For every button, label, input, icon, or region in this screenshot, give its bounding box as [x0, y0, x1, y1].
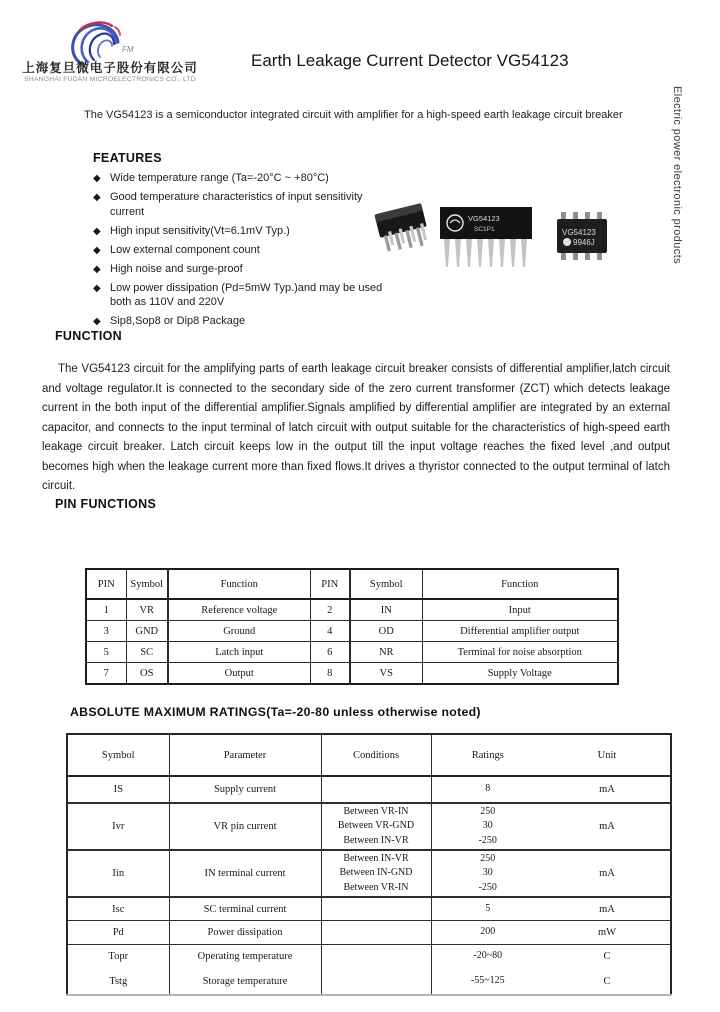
diamond-bullet-icon: ◆ [93, 263, 101, 275]
ratings-row [67, 921, 671, 945]
sop-marking-line1: VG54123 [562, 228, 596, 237]
pin-table-row [86, 621, 618, 642]
ratings-header-row [67, 734, 671, 776]
conditions-cell [321, 776, 431, 803]
company-name-en: SHANGHAI FUDAN MICROELECTRONICS CO., LTD [24, 76, 196, 83]
ratings-header-cell: Ratings [431, 734, 544, 776]
pin-cell: NR [350, 642, 422, 663]
ratings-row [67, 968, 671, 995]
ratings-header-cell: Symbol [67, 734, 169, 776]
pin-cell: VS [350, 663, 422, 685]
pin-cell: IN [350, 599, 422, 621]
pin-table-header-row [86, 569, 618, 599]
pin-table-row [86, 642, 618, 663]
sip-marking-line1: VG54123 [468, 214, 500, 223]
doc-title: Earth Leakage Current Detector VG54123 [251, 51, 569, 70]
pin-table-row [86, 599, 618, 621]
diamond-bullet-icon: ◆ [93, 192, 101, 203]
ratings-row [67, 776, 671, 803]
ratings-heading: ABSOLUTE MAXIMUM RATINGS(Ta=-20-80 unless otherwise noted) [70, 705, 481, 719]
sop8-package-photo [554, 210, 612, 262]
feature-text: Low power dissipation (Pd=5mW Typ.)and may be used both as 110V and 220V [110, 281, 383, 308]
feature-text: High noise and surge-proof [110, 262, 243, 275]
diamond-bullet-icon: ◆ [93, 173, 101, 184]
feature-item [93, 281, 385, 310]
pin-cell: 4 [310, 621, 350, 642]
pin-functions-heading: PIN FUNCTIONS [55, 497, 157, 511]
conditions-cell: Between VR-IN Between VR-GND Between IN-VR [321, 803, 431, 850]
pin-cell: SC [126, 642, 168, 663]
symbol-cell: Ivr [67, 803, 169, 850]
sip-marking-line2: SC1P1 [474, 226, 495, 233]
feature-item [93, 224, 385, 239]
parameter-cell: SC terminal current [169, 897, 321, 921]
unit-cell: mA [544, 776, 671, 803]
diamond-bullet-icon: ◆ [93, 316, 101, 327]
pin-cell: Supply Voltage [422, 663, 618, 685]
function-heading: FUNCTION [55, 329, 122, 343]
pin-cell: Ground [168, 621, 310, 642]
conditions-cell [321, 945, 431, 969]
parameter-cell: VR pin current [169, 803, 321, 850]
feature-text: Sip8,Sop8 or Dip8 Package [110, 315, 246, 327]
parameter-cell: IN terminal current [169, 850, 321, 897]
rating-value-cell: -20~80 [431, 945, 544, 969]
rating-value-cell: 8 [431, 776, 544, 803]
function-paragraph: The VG54123 circuit for the amplifying parts of earth leakage circuit breaker consists of differential amplifier,latch circuit and voltage regulator.It is connected to the secondary side of the zero current transformer (ZCT) which detects leakage current in the both input of the differential amplifier.Signals amplified by differential amplifier are integrated by an external capacitor, and connects to the input terminal of latch circuit with output suitable for the characteristics of high-speed earth leakage circuit breaker. Latch circuit keeps low in the output till the input voltage reaches the fixed level ,and output becomes high when the leakage current more than fixed flows.It drives a thyristor connected to the output terminal of latch circuit. [42, 363, 670, 492]
pin-table-row [86, 663, 618, 685]
ratings-row [67, 945, 671, 969]
conditions-cell [321, 897, 431, 921]
pin-cell: 5 [86, 642, 126, 663]
pin-header-cell: Function [168, 569, 310, 599]
pin-header-cell: PIN [310, 569, 350, 599]
pin-cell: 6 [310, 642, 350, 663]
logo-fm-text: FM [122, 45, 134, 54]
pin-cell: OS [126, 663, 168, 685]
pin-cell: Terminal for noise absorption [422, 642, 618, 663]
symbol-cell: Topr [67, 945, 169, 969]
rating-value-cell: 200 [431, 921, 544, 945]
features-heading: FEATURES [93, 151, 162, 165]
ratings-header-cell: Parameter [169, 734, 321, 776]
rating-value-cell: -55~125 [431, 968, 544, 995]
rating-value-cell: 250 30 -250 [431, 850, 544, 897]
pin-cell: Input [422, 599, 618, 621]
conditions-cell: Between IN-VR Between IN-GND Between VR-IN [321, 850, 431, 897]
pin-cell: GND [126, 621, 168, 642]
ratings-row [67, 803, 671, 850]
pin-cell: Differential amplifier output [422, 621, 618, 642]
unit-cell: mA [544, 803, 671, 850]
pin-cell: Output [168, 663, 310, 685]
feature-item [93, 314, 385, 329]
parameter-cell: Power dissipation [169, 921, 321, 945]
pin-cell: Latch input [168, 642, 310, 663]
ratings-header-cell: Unit [544, 734, 671, 776]
feature-item [93, 171, 385, 186]
intro-paragraph: The VG54123 is a semiconductor integrated circuit with amplifier for a high-speed earth leakage circuit breaker [84, 109, 623, 121]
unit-cell: mA [544, 897, 671, 921]
rating-value-cell: 5 [431, 897, 544, 921]
diamond-bullet-icon: ◆ [93, 244, 101, 256]
ratings-row [67, 850, 671, 897]
dip8-package-photo [368, 198, 438, 262]
pin-cell: 8 [310, 663, 350, 685]
package-photos [362, 193, 618, 279]
pin-header-cell: Symbol [126, 569, 168, 599]
symbol-cell: Pd [67, 921, 169, 945]
feature-text: Wide temperature range (Ta=-20°C ~ +80°C) [110, 172, 329, 184]
pin-cell: VR [126, 599, 168, 621]
pin-header-cell: PIN [86, 569, 126, 599]
symbol-cell: Isc [67, 897, 169, 921]
pin-cell: Reference voltage [168, 599, 310, 621]
parameter-cell: Operating temperature [169, 945, 321, 969]
feature-item [93, 190, 385, 219]
pin-cell: 7 [86, 663, 126, 685]
company-name-cn: 上海复旦微电子股份有限公司 [22, 61, 198, 75]
unit-cell: mW [544, 921, 671, 945]
symbol-cell: Tstg [67, 968, 169, 995]
side-banner-label: Electric power electronic products [671, 86, 683, 265]
feature-item [93, 262, 385, 277]
feature-item [93, 243, 385, 258]
symbol-cell: IS [67, 776, 169, 803]
ratings-header-cell: Conditions [321, 734, 431, 776]
feature-text: High input sensitivity(Vt=6.1mV Typ.) [110, 224, 290, 237]
conditions-cell [321, 968, 431, 995]
pin-functions-table [85, 568, 619, 685]
feature-text: Good temperature characteristics of input sensitivity current [110, 191, 363, 218]
pin-cell: 1 [86, 599, 126, 621]
feature-text: Low external component count [110, 243, 260, 256]
rating-value-cell: 250 30 -250 [431, 803, 544, 850]
diamond-bullet-icon: ◆ [93, 282, 101, 294]
parameter-cell: Storage temperature [169, 968, 321, 995]
pin-cell: 3 [86, 621, 126, 642]
pin-header-cell: Function [422, 569, 618, 599]
unit-cell: C [544, 945, 671, 969]
diamond-bullet-icon: ◆ [93, 225, 101, 237]
ratings-row [67, 897, 671, 921]
parameter-cell: Supply current [169, 776, 321, 803]
pin-header-cell: Symbol [350, 569, 422, 599]
unit-cell: mA [544, 850, 671, 897]
ratings-table [66, 733, 672, 996]
sop-marking-line2: 9946J [573, 238, 595, 247]
unit-cell: C [544, 968, 671, 995]
conditions-cell [321, 921, 431, 945]
features-list [93, 171, 385, 333]
pin-cell: OD [350, 621, 422, 642]
pin-cell: 2 [310, 599, 350, 621]
sip8-package-photo [438, 205, 534, 273]
symbol-cell: Iin [67, 850, 169, 897]
